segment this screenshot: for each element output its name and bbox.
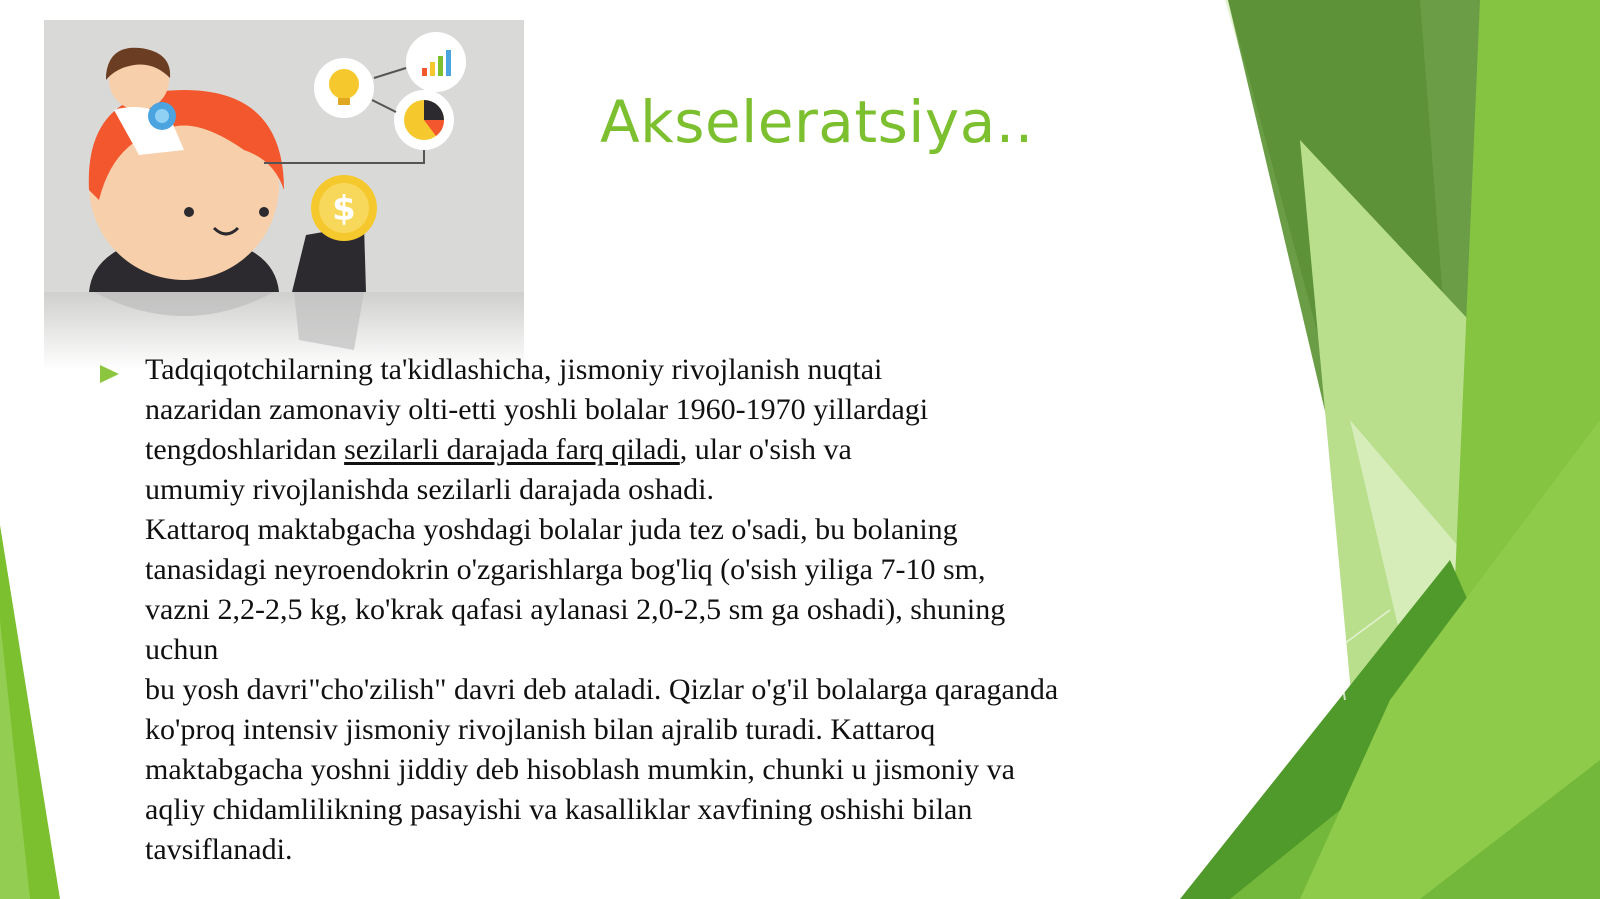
body-line-start: tengdoshlaridan xyxy=(145,433,345,466)
pie-chart-icon xyxy=(394,90,454,150)
left-green-facets xyxy=(0,525,60,899)
body-text xyxy=(145,350,1185,870)
body-line: uchun xyxy=(145,633,219,666)
body-line: tanasidagi neyroendokrin o'zgarishlarga bog'liq (o'sish yiliga 7-10 sm, xyxy=(145,553,986,586)
underlined-phrase: sezilarli darajada farq qiladi xyxy=(344,433,680,466)
body-line: nazaridan zamonaviy olti-etti yoshli bolalar 1960-1970 yillardagi xyxy=(145,393,929,426)
bullet-arrow-icon xyxy=(100,365,119,383)
body-line-end: , ular o'sish va xyxy=(679,433,852,466)
bar-chart-icon xyxy=(406,32,466,92)
coin-icon xyxy=(311,175,377,241)
body-line: Tadqiqotchilarning ta'kidlashicha, jismoniy rivojlanish nuqtai xyxy=(145,353,883,386)
body-line: Kattaroq maktabgacha yoshdagi bolalar juda tez o'sadi, bu bolaning xyxy=(145,513,958,546)
body-line: vazni 2,2-2,5 kg, ko'krak qafasi aylanasi 2,0-2,5 sm ga oshadi), shuning xyxy=(145,593,1006,626)
body-line: maktabgacha yoshni jiddiy deb hisoblash mumkin, chunki u jismoniy va xyxy=(145,753,1015,786)
lightbulb-icon xyxy=(314,58,374,118)
illustration xyxy=(44,20,524,370)
body-line: aqliy chidamlilikning pasayishi va kasalliklar xavfining oshishi bilan xyxy=(145,793,973,826)
svg-text:$: $ xyxy=(332,189,356,229)
body-line: umumiy rivojlanishda sezilarli darajada oshadi. xyxy=(145,473,715,506)
body-line: tavsiflanadi. xyxy=(145,833,293,866)
body-line: bu yosh davri"cho'zilish" davri deb ataladi. Qizlar o'g'il bolalarga qaraganda xyxy=(145,673,1059,706)
body-line: ko'proq intensiv jismoniy rivojlanish bilan ajralib turadi. Kattaroq xyxy=(145,713,936,746)
body-line xyxy=(145,430,1185,470)
right-green-facets xyxy=(1160,0,1600,899)
slide-title: Akseleratsiya.. xyxy=(600,88,1034,156)
